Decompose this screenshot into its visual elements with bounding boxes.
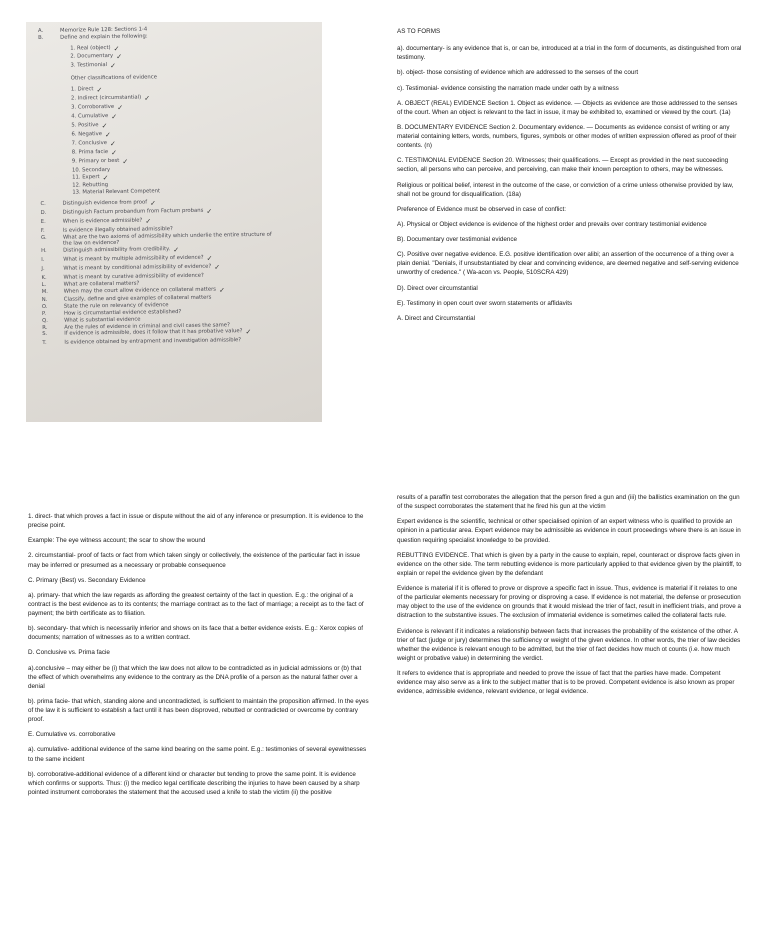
photo-question: N. Classify, define and give examples of collateral matters — [41, 295, 212, 304]
photo-question: H. Distinguish admissibility from credibility. ✓ — [41, 246, 180, 255]
photo-item: 6. Negative ✓ — [71, 130, 111, 139]
paragraph: Preference of Evidence must be observed in case of conflict: — [397, 205, 567, 213]
photo-question: T. Is evidence obtained by entrapment and investigation admissible? — [42, 337, 242, 347]
checkmark-icon: ✓ — [245, 328, 252, 337]
paragraph: 2. circumstantial- proof of facts or fact from which taken singly or collectively, the existence of the particular fact in issue may be inferred or presumed as a necessary or probable consequence — [28, 552, 361, 569]
photo-question: C. Distinguish evidence from proof ✓ — [40, 199, 157, 208]
photo-item: 3. Corroborative ✓ — [71, 103, 124, 112]
checkmark-icon: ✓ — [117, 103, 124, 112]
paragraph: B). Documentary over testimonial evidence — [397, 236, 518, 243]
paragraph: C. TESTIMONIAL EVIDENCE Section 20. Witnesses; their qualifications. — Except as provided in the next succeeding section, all persons who can perceive, and perceiving, can make their known perception to others, may be witnesses. — [397, 157, 729, 174]
photo-item: 11. Expert ✓ — [72, 173, 109, 182]
right-top-column — [397, 27, 742, 329]
photo-item: 7. Conclusive ✓ — [71, 139, 116, 148]
paragraph: E. Cumulative vs. corroborative — [28, 731, 116, 739]
photo-item: Other classifications of evidence — [70, 74, 157, 82]
paragraph: a). cumulative- additional evidence of the same kind bearing on the same point. E.g.: testimonies of several eyewitnesses to the same incident — [28, 746, 367, 763]
checkmark-icon: ✓ — [214, 263, 221, 272]
photo-question: the law on evidence? — [62, 240, 120, 248]
photo-question: E. When is evidence admissible? ✓ — [40, 217, 152, 226]
checkmark-icon: ✓ — [109, 139, 116, 148]
checkmark-icon: ✓ — [101, 122, 108, 131]
section-heading: AS TO FORMS — [397, 28, 441, 35]
checkmark-icon: ✓ — [111, 112, 118, 122]
checkmark-icon: ✓ — [206, 254, 213, 263]
photo-letter: B. — [38, 34, 44, 41]
paragraph: A). Physical or Object evidence is evidence of the highest order and prevails over contrary testimonial evidence — [397, 220, 707, 228]
photo-text — [38, 24, 322, 347]
paragraph: Example: The eye witness account; the scar to show the wound — [28, 537, 206, 545]
homework-photo — [26, 22, 322, 422]
paragraph: c). Testimonial- evidence consisting the narration made under oath by a witness — [397, 84, 619, 92]
checkmark-icon: ✓ — [110, 62, 117, 71]
photo-question: I. What is meant by multiple admissibility of evidence? ✓ — [41, 254, 213, 264]
checkmark-icon: ✓ — [113, 44, 120, 53]
photo-item: 9. Primary or best ✓ — [71, 157, 129, 166]
checkmark-icon: ✓ — [150, 199, 157, 208]
paragraph: b). object- those consisting of evidence which are addressed to the senses of the court — [397, 69, 639, 77]
checkmark-icon: ✓ — [111, 148, 118, 157]
paragraph: Religious or political belief, interest in the outcome of the case, or conviction of a crime unless otherwise provided by law, shall not be ground for disqualification. (18a) — [397, 181, 734, 198]
photo-question: L. What are collateral matters? — [41, 280, 140, 288]
photo-letter: A. — [38, 27, 44, 34]
left-bottom-column — [28, 512, 370, 803]
paragraph: C. Primary (Best) vs. Secondary Evidence — [28, 576, 146, 584]
photo-question: R. Are the rules of evidence in criminal and civil cases the same? — [42, 321, 230, 331]
photo-item: 3. Testimonial ✓ — [70, 62, 117, 71]
photo-question: J. What is meant by conditional admissibility of evidence? ✓ — [41, 263, 221, 273]
paragraph: b). corroborative-additional evidence of a different kind or character but tending to prove the same point. It is evidence which confirms or supports. Thus: (i) the medico legal certificate describing the injuries to have been caused by a sharp pointed instrument corroborates the statement that the accused used a knife to stab the victim (ii) the positive — [28, 770, 360, 796]
paragraph: Evidence is material if it is offered to prove or disprove a specific fact in issue. Thus, evidence is material if it relates to one of the particular elements necessary for proving or disproving a case. If evidence is not material, the defense or prosecution may object to the use of the evidence on grounds that it would mislead the trier of fact, result in inefficient trials, and prove a distraction to the substantive issues. The exclusion of immaterial evidence is sometimes called the collateral facts rule. — [397, 585, 741, 620]
checkmark-icon: ✓ — [206, 207, 213, 216]
checkmark-icon: ✓ — [102, 173, 109, 182]
paragraph: results of a paraffin test corroborates the allegation that the person fired a gun and (iii) the ballistics examination on the gun of the suspect corroborates the statement that he fired his gun at the victim — [397, 494, 740, 511]
photo-item: 2. Documentary ✓ — [70, 53, 123, 62]
paragraph: Expert evidence is the scientific, technical or other specialised opinion of an expert witness who is qualified to provide an opinion in a particular area. Expert evidence may be admissible as evidence in court proceedings where there is an issue in question requiring specialist knowledge to be provided. — [397, 518, 741, 544]
checkmark-icon: ✓ — [219, 285, 225, 295]
photo-item: 10. Secondary — [71, 166, 111, 174]
photo-question: D. Distinguish Factum probandum from Factum probans ✓ — [40, 207, 213, 216]
photo-item: 12. Rebutting — [72, 182, 109, 189]
paragraph: E). Testimony in open court over sworn statements or affidavits — [397, 299, 573, 307]
photo-item: 1. Real (object) ✓ — [70, 44, 120, 53]
right-bottom-column — [397, 493, 742, 702]
paragraph: a).conclusive – may either be (i) that which the law does not allow to be contradicted as in judicial admissions or (b) that the effect of which overwhelms any evidence to the contrary as the DNA profile of a person as the natural father over a denial — [28, 664, 362, 690]
paragraph: It refers to evidence that is appropriate and needed to prove the issue of fact that the parties have made. Competent evidence may also serve as a link to the subject matter that is to be proved. Competent evidence is also known as proper evidence, admissible evidence, relevant evidence, or legal evidence. — [397, 670, 735, 696]
checkmark-icon: ✓ — [104, 130, 111, 139]
photo-question: K. What is meant by curative admissibility of evidence? — [41, 272, 204, 281]
checkmark-icon: ✓ — [173, 246, 180, 255]
paragraph: 1. direct- that which proves a fact in issue or dispute without the aid of any inference or presumption. It is evidence to the precise point. — [28, 513, 364, 530]
photo-item: 8. Prima facie ✓ — [71, 148, 118, 157]
photo-item: 13. Material Relevant Competent — [72, 188, 161, 196]
photo-question: S. If evidence is admissible, does it follow that it has probative value? ✓ — [42, 328, 252, 338]
photo-question: G. What are the two axioms of admissibility which underlie the entire structure of — [40, 231, 272, 241]
paragraph: b). prima facie- that which, standing alone and uncontradicted, is sufficient to maintain the proposition affirmed. In the eyes of the law it is sufficient to establish a fact until it has been disproved, rebutted or contradicted or overcome by contrary proof. — [28, 697, 369, 724]
checkmark-icon: ✓ — [144, 94, 151, 103]
photo-question: O. State the rule on relevancy of evidence — [41, 302, 169, 311]
photo-item: 4. Cumulative ✓ — [71, 112, 118, 122]
paragraph: a). documentary- is any evidence that is, or can be, introduced at a trial in the form of documents, as distinguished from oral testimony. — [397, 45, 742, 62]
photo-item: 5. Positive ✓ — [71, 122, 108, 131]
photo-item: 2. Indirect (circumstantial) ✓ — [70, 94, 151, 103]
checkmark-icon: ✓ — [122, 157, 129, 166]
photo-question: P. How is circumstantial evidence established? — [41, 309, 182, 317]
paragraph: A. Direct and Circumstantial — [397, 314, 476, 322]
paragraph: a). primary- that which the law regards as affording the greatest certainty of the fact in question. E.g.: the original of a contract is the best evidence as to its contents; the marriage contract as to the fact of marriage; a receipt as to the fact of payment; the birth certificate as to filiation. — [28, 591, 364, 617]
checkmark-icon: ✓ — [145, 217, 152, 226]
paragraph: A. OBJECT (REAL) EVIDENCE Section 1. Object as evidence. — Objects as evidence are those addressed to the senses of the court. When an object is relevant to the fact in issue, it may be exhibited to, examined or viewed by the court. (1a) — [397, 99, 738, 116]
paragraph: C). Positive over negative evidence. E.G. positive identification over alibi; an assertion of the occurrence of a thing over a plain denial. "Denials, if unsubstantiated by clear and convincing evidence, are deemed negative and self-serving evidence unworthy of credence." ( Wa-acon vs. People, 510SCRA 429) — [397, 251, 739, 277]
photo-question: F. Is evidence illegally obtained admissible? — [40, 225, 173, 234]
photo-line: Define and explain the following: — [60, 33, 148, 41]
photo-line: Memorize Rule 128: Sections 1-4 — [59, 26, 148, 34]
checkmark-icon: ✓ — [116, 53, 123, 62]
checkmark-icon: ✓ — [96, 86, 103, 95]
photo-question: M. When may the court allow evidence on collateral matters ✓ — [41, 285, 225, 295]
photo-item: 1. Direct ✓ — [70, 86, 103, 95]
photo-question: Q. What is substantial evidence — [42, 316, 141, 324]
paragraph: D. Conclusive vs. Prima facie — [28, 649, 110, 657]
paragraph: B. DOCUMENTARY EVIDENCE Section 2. Documentary evidence. — Documents as evidence consist of writing or any material containing letters, words, numbers, figures, symbols or other modes of written expression offered as proof of their contents. (n) — [397, 123, 737, 150]
paragraph: REBUTTING EVIDENCE. That which is given by a party in the cause to explain, repel, counteract or disprove facts given in evidence on the other side. The term rebutting evidence is more particularly applied to that evidence given by the plaintiff, to explain or repel the evidence given by the defendant — [397, 551, 742, 577]
paragraph: D). Direct over circumstantial — [397, 284, 478, 292]
paragraph: b). secondary- that which is necessarily inferior and shows on its face that a better evidence exists. E.g.: Xerox copies of documents; narration of witnesses as to a written contract. — [28, 625, 363, 642]
paragraph: Evidence is relevant if it indicates a relationship between facts that increases the probability of the existence of the other. A trier of fact (judge or jury) determines the sufficiency or weight of the given evidence. In other words, the trier of law decides whether the evidence is relevant enough to be admitted, but the trier of fact decides how much ot counts (i.e. how much weight or probative value) in determining the verdict. — [397, 627, 741, 662]
